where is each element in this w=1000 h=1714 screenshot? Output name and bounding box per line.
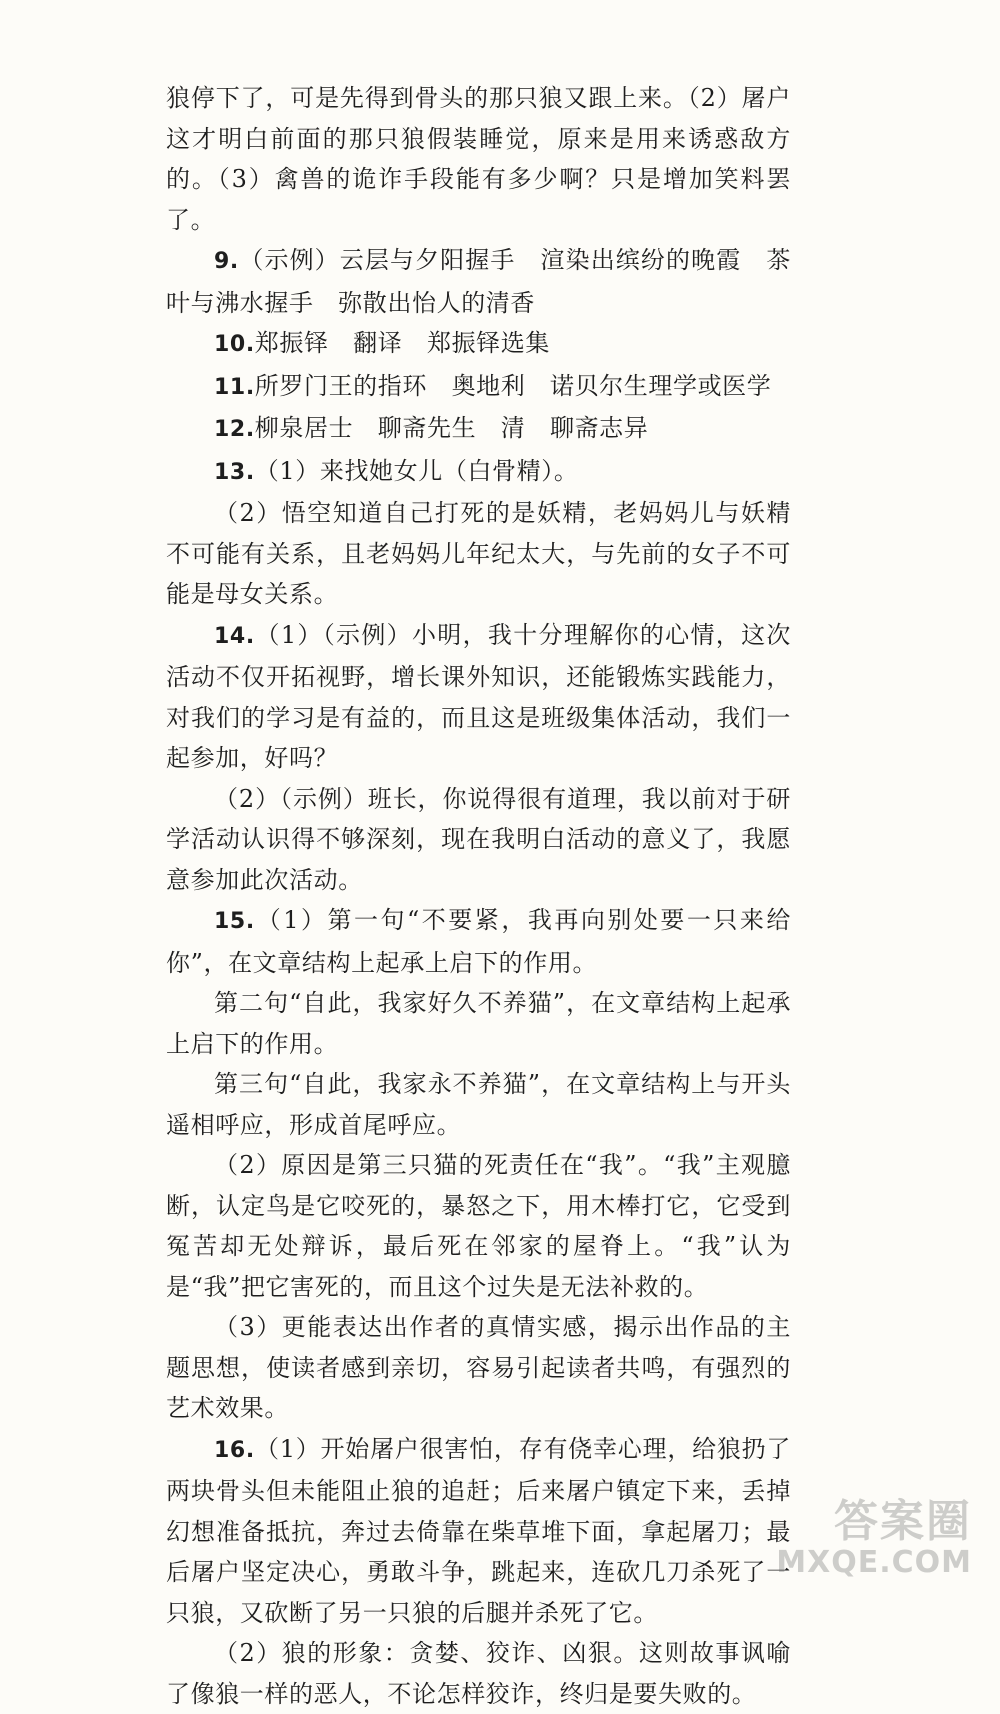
answer-text: 所罗门王的指环 奥地利 诺贝尔生理学或医学 xyxy=(254,371,772,400)
answer-15-part-2: 第二句“自此，我家好久不养猫”，在文章结构上起承上启下的作用。 xyxy=(166,989,791,1058)
answer-text: （示例）云层与夕阳握手 渲染出缤纷的晚霞 茶叶与沸水握手 弥散出怡人的清香 xyxy=(166,246,791,317)
answer-8-continuation: 狼停下了，可是先得到骨头的那只狼又跟上来。（2）屠户这才明白前面的那只狼假装睡觉，原来是用来诱惑敌方的。（3）禽兽的诡诈手段能有多少啊？只是增加笑料罢了。 xyxy=(166,84,791,234)
answer-10 xyxy=(166,323,791,366)
question-number: 11. xyxy=(214,374,255,400)
answer-11 xyxy=(166,366,791,409)
answer-12 xyxy=(166,408,791,451)
answer-16-part-2: （2）狼的形象：贪婪、狡诈、凶狠。这则故事讽喻了像狼一样的恶人，不论怎样狡诈，终归是要失败的。 xyxy=(166,1639,791,1708)
question-number: 12. xyxy=(214,417,255,442)
answer-15-part-4: （2）原因是第三只猫的死责任在“我”。“我”主观臆断，认定鸟是它咬死的，暴怒之下，用木棒打它，它受到冤苦却无处辩诉，最后死在邻家的屋脊上。“我”认为是“我”把它害死的，而且这个过失是无法补救的。 xyxy=(166,1151,791,1301)
question-number: 13. xyxy=(214,459,255,485)
question-number: 10. xyxy=(214,332,255,357)
answer-15-part-5: （3）更能表达出作者的真情实感，揭示出作品的主题思想，使读者感到亲切，容易引起读者共鸣，有强烈的艺术效果。 xyxy=(166,1313,791,1422)
answer-14-part-1 xyxy=(166,615,791,779)
answer-9 xyxy=(166,240,791,323)
watermark-logo: 答案圈 xyxy=(834,1496,972,1547)
question-number: 9. xyxy=(214,249,239,274)
answer-text: （1）第一句“不要紧，我再向别处要一只来给你”，在文章结构上起承上启下的作用。 xyxy=(166,906,791,977)
answer-13-part-1 xyxy=(166,451,791,494)
answer-text: （1）（示例）小明，我十分理解你的心情，这次活动不仅开拓视野，增长课外知识，还能锻炼实践能力，对我们的学习是有益的，而且这是班级集体活动，我们一起参加，好吗？ xyxy=(166,620,791,772)
answer-text: （1）开始屠户很害怕，存有侥幸心理，给狼扔了两块骨头但未能阻止狼的追赶；后来屠户镇定下来，丢掉幻想准备抵抗，奔过去倚靠在柴草堆下面，拿起屠刀；最后屠户坚定决心，勇敢斗争，跳起来，连砍几刀杀死了一只狼，又砍断了另一只狼的后腿并杀死了它。 xyxy=(166,1434,791,1627)
question-number: 16. xyxy=(214,1437,255,1463)
question-number: 15. xyxy=(214,909,255,934)
answer-text: （1）来找她女儿（白骨精）。 xyxy=(254,456,579,485)
answer-text: 郑振铎 翻译 郑振铎选集 xyxy=(254,329,550,357)
answer-15-part-1 xyxy=(166,900,791,983)
site-watermark xyxy=(752,1498,972,1588)
answer-14-part-2: （2）（示例）班长，你说得很有道理，我以前对于研学活动认识得不够深刻，现在我明白活动的意义了，我愿意参加此次活动。 xyxy=(166,784,791,894)
answer-text: 柳泉居士 聊斋先生 清 聊斋志异 xyxy=(254,414,649,442)
question-number: 14. xyxy=(214,623,255,649)
answer-13-part-2: （2）悟空知道自己打死的是妖精，老妈妈儿与妖精不可能有关系，且老妈妈儿年纪太大，与先前的女子不可能是母女关系。 xyxy=(166,499,791,608)
answer-15-part-3: 第三句“自此，我家永不养猫”，在文章结构上与开头遥相呼应，形成首尾呼应。 xyxy=(166,1070,791,1139)
answer-text-block xyxy=(166,78,791,1714)
answer-16-part-1 xyxy=(166,1429,791,1634)
watermark-site: MXQE.COM xyxy=(776,1545,972,1580)
